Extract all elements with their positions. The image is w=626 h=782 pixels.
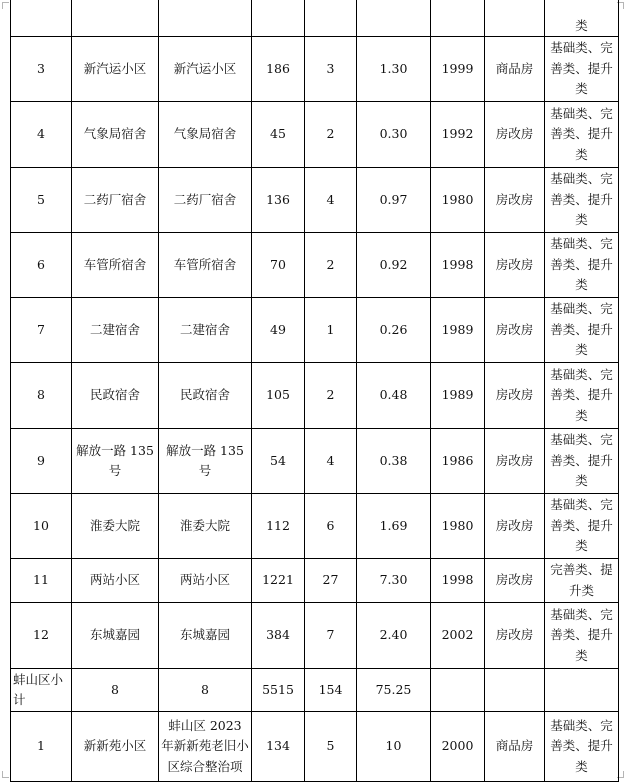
cell-households: 49: [252, 298, 305, 363]
table-row: [11, 712, 619, 782]
cell-buildings: 5: [305, 712, 357, 782]
cell-buildings: 27: [305, 559, 357, 603]
cell-category: 基础类、完善类、提升类: [545, 363, 619, 429]
cell-number: 5: [11, 168, 72, 233]
cell-households: 54: [252, 429, 305, 494]
cell-number: 11: [11, 559, 72, 603]
cell-house-type: 商品房: [485, 37, 545, 102]
table-row: [11, 559, 619, 603]
cell-subtotal-label: 蚌山区小计: [11, 669, 72, 712]
cell-empty: [431, 0, 485, 37]
cell-number: 7: [11, 298, 72, 363]
cell-house-type: 房改房: [485, 429, 545, 494]
table-row: [11, 429, 619, 494]
cell-households: 70: [252, 233, 305, 298]
cell-year: 1992: [431, 102, 485, 168]
cell-empty: [357, 0, 431, 37]
cell-households: 134: [252, 712, 305, 782]
cell-community-name: 二建宿舍: [72, 298, 159, 363]
cell-area: 0.26: [357, 298, 431, 363]
cell-project-name: 东城嘉园: [159, 603, 252, 669]
cell-buildings: 4: [305, 168, 357, 233]
cell-empty: [72, 0, 159, 37]
cell-community-name: 新新苑小区: [72, 712, 159, 782]
cell-buildings: 4: [305, 429, 357, 494]
cell-empty: [305, 0, 357, 37]
cell-area: 7.30: [357, 559, 431, 603]
cell-community-name: 新汽运小区: [72, 37, 159, 102]
cell-year: 1998: [431, 233, 485, 298]
cell-number: 1: [11, 712, 72, 782]
table-body: [11, 0, 619, 782]
cell-area: 0.48: [357, 363, 431, 429]
cell-number: 3: [11, 37, 72, 102]
cell-buildings: 2: [305, 363, 357, 429]
cell-year: 1986: [431, 429, 485, 494]
cell-project-name: 气象局宿舍: [159, 102, 252, 168]
cell-buildings: 7: [305, 603, 357, 669]
cell-project-count: 8: [159, 669, 252, 712]
cell-year: 1989: [431, 363, 485, 429]
cell-empty: [252, 0, 305, 37]
cell-area: 1.30: [357, 37, 431, 102]
cell-year: 2000: [431, 712, 485, 782]
cell-category: 基础类、完善类、提升类: [545, 712, 619, 782]
table-row: [11, 494, 619, 559]
table-row: [11, 37, 619, 102]
cell-project-name: 两站小区: [159, 559, 252, 603]
cell-area: 1.69: [357, 494, 431, 559]
table-row: [11, 298, 619, 363]
cell-category: 基础类、完善类、提升类: [545, 233, 619, 298]
subtotal-row: [11, 669, 619, 712]
cell-category: 完善类、提升类: [545, 559, 619, 603]
cell-house-type: 房改房: [485, 298, 545, 363]
cell-community-count: 8: [72, 669, 159, 712]
cell-number: 8: [11, 363, 72, 429]
renovation-table: [10, 0, 619, 782]
cell-buildings-total: 154: [305, 669, 357, 712]
cell-category: 基础类、完善类、提升类: [545, 37, 619, 102]
cell-buildings: 3: [305, 37, 357, 102]
cell-area: 10: [357, 712, 431, 782]
cell-area: 2.40: [357, 603, 431, 669]
page-corner-marker: [2, 771, 9, 778]
cell-empty: [485, 669, 545, 712]
cell-community-name: 两站小区: [72, 559, 159, 603]
cell-year: 1989: [431, 298, 485, 363]
cell-households: 105: [252, 363, 305, 429]
cell-empty: [485, 0, 545, 37]
table-row: [11, 168, 619, 233]
cell-empty: [545, 669, 619, 712]
cell-house-type: 房改房: [485, 559, 545, 603]
cell-households: 186: [252, 37, 305, 102]
cell-category: 基础类、完善类、提升类: [545, 102, 619, 168]
cell-category: 基础类、完善类、提升类: [545, 494, 619, 559]
cell-year: 2002: [431, 603, 485, 669]
cell-buildings: 2: [305, 102, 357, 168]
cell-buildings: 2: [305, 233, 357, 298]
cell-category: 基础类、完善类、提升类: [545, 603, 619, 669]
table-row: [11, 363, 619, 429]
cell-number: 9: [11, 429, 72, 494]
cell-project-name: 二药厂宿舍: [159, 168, 252, 233]
cell-area: 0.92: [357, 233, 431, 298]
cell-house-type: 房改房: [485, 363, 545, 429]
cell-project-name: 解放一路 135 号: [159, 429, 252, 494]
cell-households: 112: [252, 494, 305, 559]
cell-category: 基础类、完善类、提升类: [545, 168, 619, 233]
cell-project-name: 二建宿舍: [159, 298, 252, 363]
cell-households: 1221: [252, 559, 305, 603]
cell-project-name: 新汽运小区: [159, 37, 252, 102]
cell-house-type: 房改房: [485, 168, 545, 233]
cell-project-name: 蚌山区 2023 年新新苑老旧小区综合整治项: [159, 712, 252, 782]
cell-category: 基础类、完善类、提升类: [545, 298, 619, 363]
cell-year: 1980: [431, 494, 485, 559]
cell-community-name: 淮委大院: [72, 494, 159, 559]
table-row: [11, 102, 619, 168]
cell-community-name: 气象局宿舍: [72, 102, 159, 168]
cell-households-total: 5515: [252, 669, 305, 712]
table-row: [11, 603, 619, 669]
cell-house-type: 房改房: [485, 102, 545, 168]
cell-community-name: 东城嘉园: [72, 603, 159, 669]
cell-area: 0.30: [357, 102, 431, 168]
cell-buildings: 1: [305, 298, 357, 363]
cell-house-type: 房改房: [485, 494, 545, 559]
cell-community-name: 解放一路 135 号: [72, 429, 159, 494]
cell-category: 基础类、完善类、提升类: [545, 429, 619, 494]
table-row: [11, 233, 619, 298]
cell-year: 1998: [431, 559, 485, 603]
cell-community-name: 二药厂宿舍: [72, 168, 159, 233]
cell-community-name: 车管所宿舍: [72, 233, 159, 298]
table-row-continued: [11, 0, 619, 37]
cell-number: 6: [11, 233, 72, 298]
cell-number: 10: [11, 494, 72, 559]
cell-empty: [159, 0, 252, 37]
cell-house-type: 房改房: [485, 233, 545, 298]
cell-households: 384: [252, 603, 305, 669]
cell-project-name: 车管所宿舍: [159, 233, 252, 298]
cell-households: 136: [252, 168, 305, 233]
cell-house-type: 房改房: [485, 603, 545, 669]
cell-year: 1999: [431, 37, 485, 102]
cell-community-name: 民政宿舍: [72, 363, 159, 429]
cell-project-name: 淮委大院: [159, 494, 252, 559]
cell-year: 1980: [431, 168, 485, 233]
cell-empty: [11, 0, 72, 37]
cell-households: 45: [252, 102, 305, 168]
cell-area: 0.38: [357, 429, 431, 494]
cell-area-total: 75.25: [357, 669, 431, 712]
cell-buildings: 6: [305, 494, 357, 559]
page-corner-marker: [2, 2, 9, 9]
cell-empty: [431, 669, 485, 712]
cell-project-name: 民政宿舍: [159, 363, 252, 429]
cell-number: 12: [11, 603, 72, 669]
cell-house-type: 商品房: [485, 712, 545, 782]
cell-number: 4: [11, 102, 72, 168]
cell-area: 0.97: [357, 168, 431, 233]
cell-category: 类: [545, 0, 619, 37]
